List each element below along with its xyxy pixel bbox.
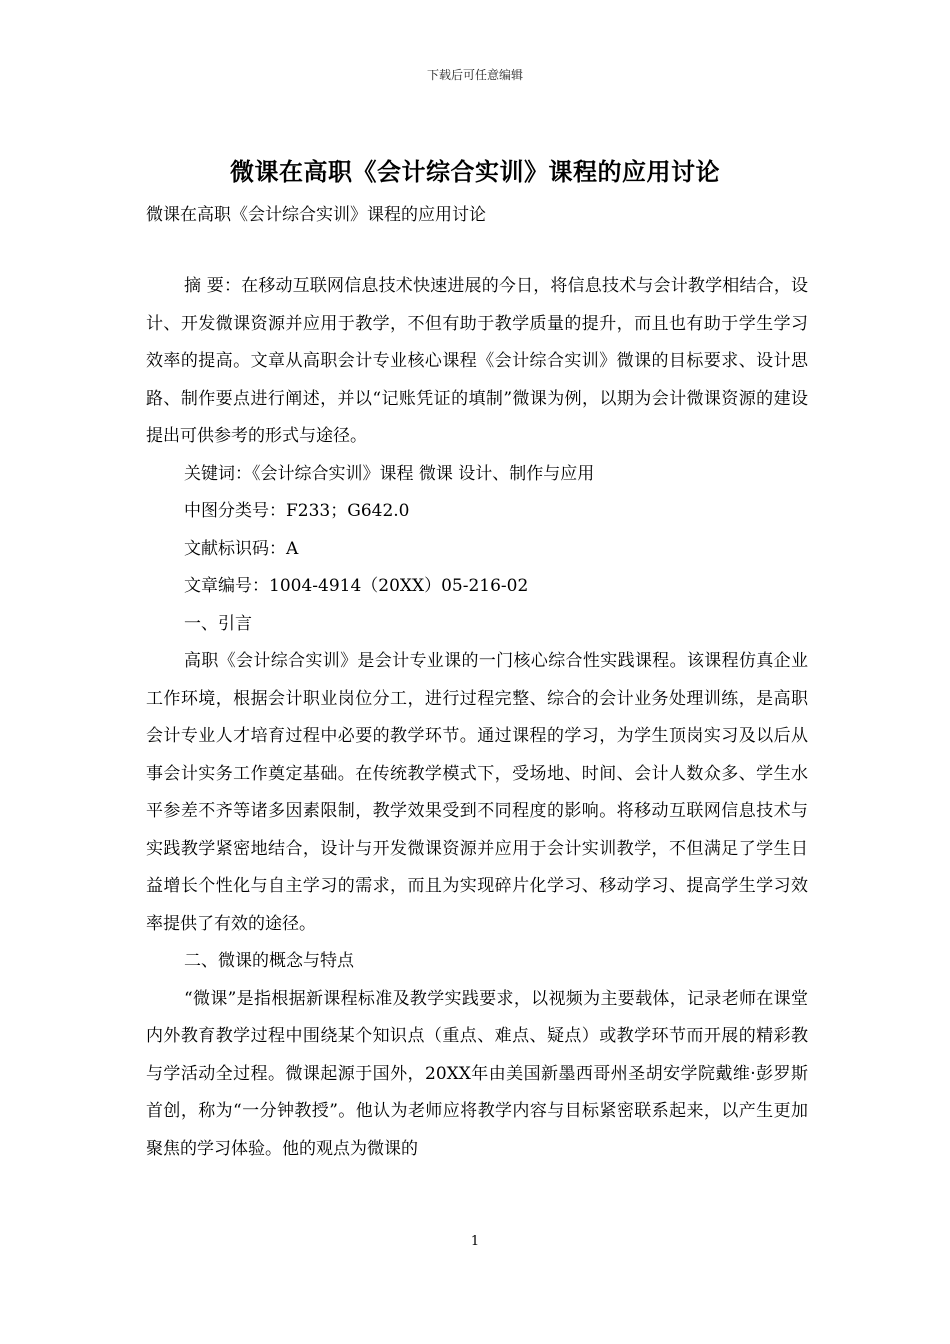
document-title: 微课在高职《会计综合实训》课程的应用讨论: [230, 158, 720, 186]
document-body: [146, 268, 808, 1168]
concept-paragraph: “微课”是指根据新课程标准及教学实践要求，以视频为主要载体，记录老师在课堂内外教育教学过程中围绕某个知识点（重点、难点、疑点）或教学环节而开展的精彩教与学活动全过程。微课起源于国外，20XX年由美国新墨西哥州圣胡安学院戴维·彭罗斯首创，称为“一分钟教授”。他认为老师应将教学内容与目标紧密联系起来，以产生更加聚焦的学习体验。他的观点为微课的: [146, 988, 808, 1159]
header-note: 下载后可任意编辑: [426, 68, 523, 82]
page-number: 1: [470, 1234, 480, 1249]
document-subtitle: 微课在高职《会计综合实训》课程的应用讨论: [146, 205, 486, 225]
section-heading-concept: 二、微课的概念与特点: [184, 951, 354, 971]
section-heading-introduction: 一、引言: [184, 613, 252, 634]
keywords-line: 关键词：《会计综合实训》课程 微课 设计、制作与应用: [184, 463, 595, 484]
clc-line: 中图分类号：F233；G642.0: [184, 501, 410, 521]
abstract-paragraph: 摘 要：在移动互联网信息技术快速进展的今日，将信息技术与会计教学相结合，设计、开发微课资源并应用于教学，不但有助于教学质量的提升，而且也有助于学生学习效率的提高。文章从高职会计专业核心课程《会计综合实训》微课的目标要求、设计思路、制作要点进行阐述，并以“记账凭证的填制”微课为例，以期为会计微课资源的建设提出可供参考的形式与途径。: [146, 276, 808, 446]
introduction-paragraph: 高职《会计综合实训》是会计专业课的一门核心综合性实践课程。该课程仿真企业工作环境，根据会计职业岗位分工，进行过程完整、综合的会计业务处理训练，是高职会计专业人才培育过程中必要的教学环节。通过课程的学习，为学生顶岗实习及以后从事会计实务工作奠定基础。在传统教学模式下，受场地、时间、会计人数众多、学生水平参差不齐等诸多因素限制，教学效果受到不同程度的影响。将移动互联网信息技术与实践教学紧密地结合，设计与开发微课资源并应用于会计实训教学，不但满足了学生日益增长个性化与自主学习的需求，而且为实现碎片化学习、移动学习、提高学生学习效率提供了有效的途径。: [146, 651, 808, 934]
doc-code-line: 文献标识码：A: [184, 538, 299, 559]
article-number-line: 文章编号：1004-4914（20XX）05-216-02: [184, 576, 529, 596]
